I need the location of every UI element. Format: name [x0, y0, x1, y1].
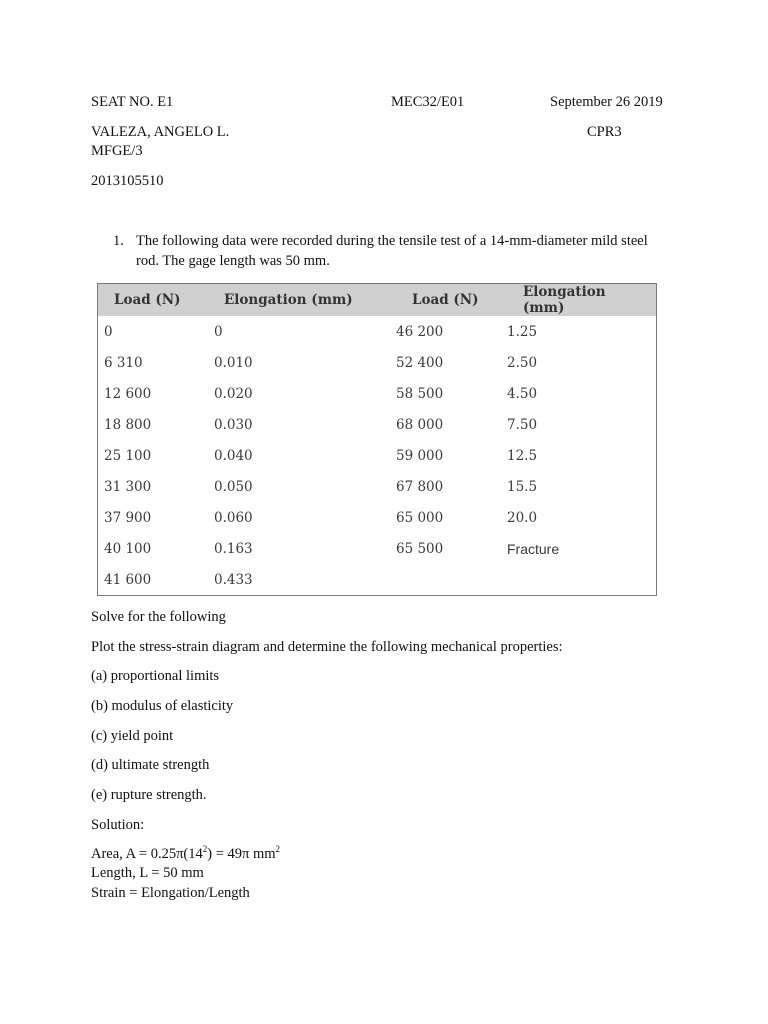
table-cell: 67 800: [396, 478, 444, 495]
table-header: Elongation (mm): [507, 284, 657, 317]
table-body: [98, 316, 657, 596]
table-cell: 7.50: [507, 416, 538, 433]
table-cell: 20.0: [507, 509, 538, 526]
problem-text: The following data were recorded during the tensile test of a 14-mm-diameter mild steel rod. The gage length was 50 mm.: [136, 233, 648, 269]
table-cell: 46 200: [396, 323, 444, 340]
table-cell: 0.433: [214, 571, 253, 588]
table-cell: 31 300: [104, 478, 152, 495]
table-cell: 6 310: [104, 354, 143, 371]
table-cell: 12.5: [507, 447, 538, 464]
table-cell: 4.50: [507, 385, 538, 402]
table-cell: 40 100: [104, 540, 152, 557]
table-cell: 65 000: [396, 509, 444, 526]
table-cell: Fracture: [507, 540, 560, 557]
table-cell: 0.010: [214, 354, 253, 371]
table-cell: [507, 564, 657, 596]
table-cell: 52 400: [396, 354, 444, 371]
table-cell: 0.040: [214, 447, 253, 464]
table-row: [98, 378, 657, 409]
table-row: [98, 316, 657, 347]
area-prefix: Area, A = 0.25π(14: [91, 846, 203, 862]
strain-formula: Strain = Elongation/Length: [91, 885, 250, 901]
table-cell: 65 500: [396, 540, 444, 557]
table-row: [98, 502, 657, 533]
plot-instruction: Plot the stress-strain diagram and determine the following mechanical properties:: [91, 639, 563, 655]
table-cell: 12 600: [104, 385, 152, 402]
problem-statement: [113, 231, 673, 271]
table-cell: 58 500: [396, 385, 444, 402]
table-cell: 68 000: [396, 416, 444, 433]
table-row: [98, 347, 657, 378]
table-header: Load (N): [396, 284, 507, 317]
table-header: Elongation (mm): [208, 284, 396, 317]
table-header: Load (N): [98, 284, 209, 317]
table-cell: 2.50: [507, 354, 538, 371]
program: MFGE/3: [91, 143, 143, 159]
table-header-row: [98, 284, 657, 317]
table-cell: 1.25: [507, 323, 538, 340]
item-b: (b) modulus of elasticity: [91, 698, 234, 714]
solve-label: Solve for the following: [91, 609, 226, 625]
table-cell: 0.050: [214, 478, 253, 495]
tensile-data-table: [97, 283, 657, 596]
area-suffix: ) = 49π mm: [207, 846, 276, 862]
student-id: 2013105510: [91, 173, 164, 189]
area-exponent: 2: [202, 844, 208, 854]
table-cell: 0: [214, 323, 223, 340]
table-cell: 15.5: [507, 478, 538, 495]
area-formula: [91, 846, 280, 863]
course-code: MEC32/E01: [391, 94, 465, 110]
table-cell: 18 800: [104, 416, 152, 433]
table-cell: 0.163: [214, 540, 253, 557]
seat-number: SEAT NO. E1: [91, 94, 174, 110]
table-row: [98, 564, 657, 596]
item-c: (c) yield point: [91, 728, 174, 744]
table-cell: 0.030: [214, 416, 253, 433]
student-name: VALEZA, ANGELO L.: [91, 124, 230, 140]
item-a: (a) proportional limits: [91, 668, 220, 684]
length-formula: Length, L = 50 mm: [91, 865, 204, 881]
area-unit-exponent: 2: [275, 844, 281, 854]
table-row: [98, 471, 657, 502]
date: September 26 2019: [550, 94, 663, 110]
item-e: (e) rupture strength.: [91, 787, 207, 803]
table-cell: 37 900: [104, 509, 152, 526]
table-cell: 41 600: [104, 571, 152, 588]
table-row: [98, 440, 657, 471]
table-cell: 0.020: [214, 385, 253, 402]
solution-heading: Solution:: [91, 817, 145, 833]
item-d: (d) ultimate strength: [91, 757, 210, 773]
table-row: [98, 533, 657, 564]
table-row: [98, 409, 657, 440]
table-cell: 0: [104, 323, 113, 340]
table-cell: 59 000: [396, 447, 444, 464]
table-cell: 25 100: [104, 447, 152, 464]
section: CPR3: [587, 124, 622, 140]
table-cell: 0.060: [214, 509, 253, 526]
table-cell: [396, 564, 507, 596]
problem-number: 1.: [113, 233, 124, 249]
